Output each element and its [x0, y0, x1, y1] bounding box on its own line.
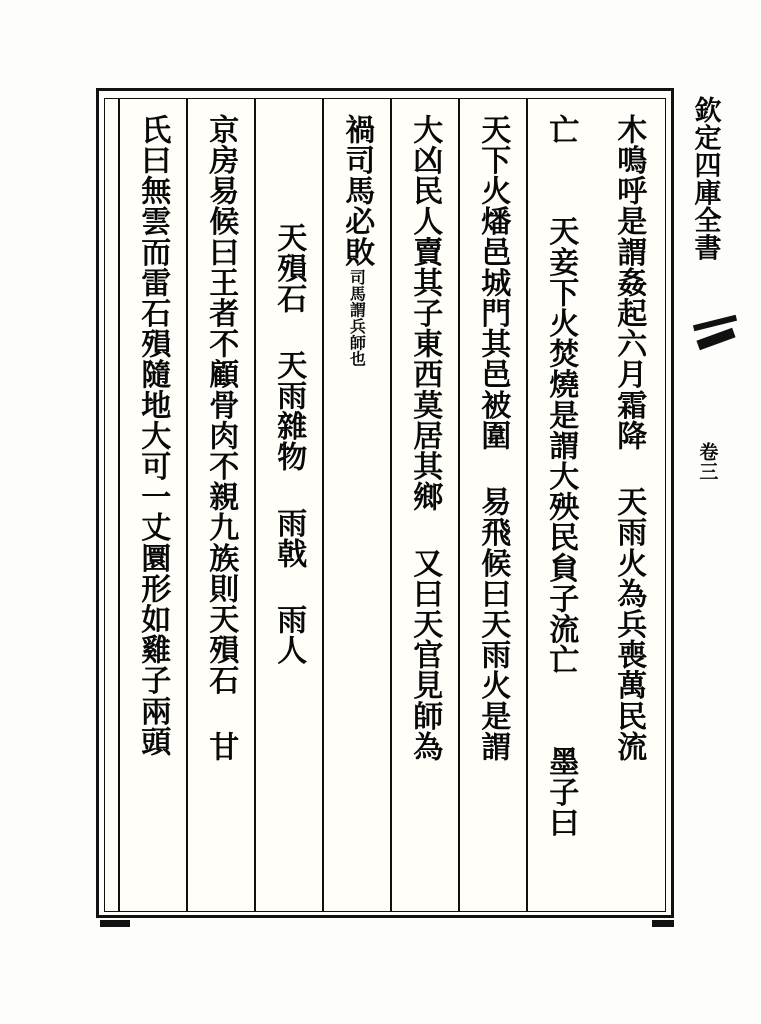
book-title-strip: [691, 96, 739, 326]
text-columns: [108, 102, 662, 908]
column-text: 亡 天妾下火焚燒是謂大殃民貟子流亡 墨子曰: [543, 114, 579, 838]
text-column-2: [526, 102, 594, 908]
column-text: 天下火燔邑城門其邑被圍 易飛候曰天雨火是謂: [475, 114, 511, 762]
text-column-6: [254, 102, 322, 908]
column-text: 禍司馬必敗: [339, 114, 375, 267]
text-column-8: [118, 102, 186, 908]
block-mark-bottom-right: [652, 920, 674, 927]
inline-annotation: [348, 269, 365, 409]
annotation-text: 司馬謂兵師也: [347, 269, 367, 367]
title-divider-stroke-2: [696, 328, 735, 350]
column-text: 氏曰無雲而雷石殞隨地大可一丈圜形如雞子兩頭: [135, 114, 171, 757]
column-text: 天殞石 天雨雜物 雨戟 雨人: [271, 222, 307, 666]
column-text: 大凶民人賣其子東西莫居其鄉 又曰天官見師為: [407, 114, 443, 762]
column-text: 木鳴呼是謂姦起六月霜降 天雨火為兵喪萬民流: [611, 114, 647, 762]
text-column-4: [390, 102, 458, 908]
text-column-5: [322, 102, 390, 908]
book-title: 欽定四庫全書: [689, 96, 721, 262]
block-mark-bottom-left: [100, 920, 130, 927]
column-text: 京房易候曰王者不顧骨肉不親九族則天殞石 甘: [203, 114, 239, 762]
volume-label: [697, 442, 727, 481]
text-column-7: [186, 102, 254, 908]
volume-label-text: 卷三: [696, 442, 719, 481]
text-column-3: [458, 102, 526, 908]
text-column-1: [594, 102, 662, 908]
